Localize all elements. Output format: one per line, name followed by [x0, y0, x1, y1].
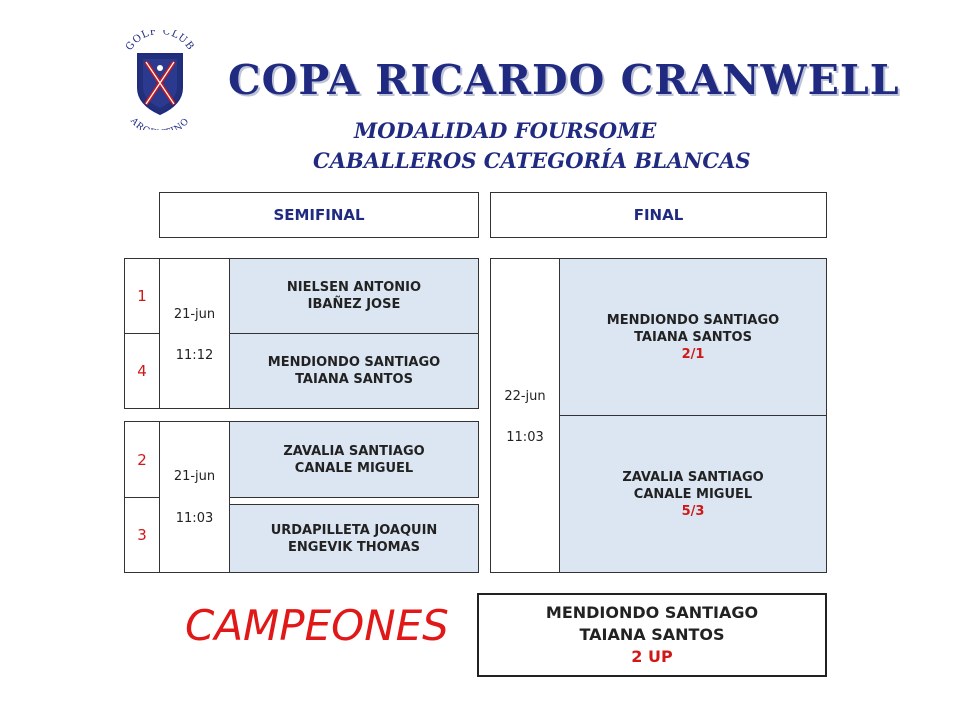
player-name: CANALE MIGUEL	[294, 460, 414, 476]
semifinal-1-team-b	[229, 333, 479, 409]
player-name: ZAVALIA SANTIAGO	[622, 469, 764, 485]
final-schedule	[490, 258, 560, 573]
svg-text:GOLF CLUB: GOLF CLUB	[123, 30, 197, 53]
champion-player: TAIANA SANTOS	[579, 625, 725, 644]
semifinal-2-team-a	[229, 421, 479, 498]
final-team-b-score: 5/3	[681, 503, 705, 519]
final-header: FINAL	[490, 192, 827, 238]
player-name: TAIANA SANTOS	[295, 372, 413, 387]
player-name: CANALE MIGUEL	[633, 486, 753, 502]
final-team-a-score: 2/1	[681, 346, 705, 362]
final-team-a	[559, 258, 827, 416]
final-date: 22-jun	[504, 389, 546, 404]
semifinal-1-team-a	[229, 258, 479, 334]
subtitle-categoria: CABALLEROS CATEGORÍA BLANCAS	[313, 148, 751, 173]
svg-text:ARGENTINO: AR NO	[128, 116, 192, 130]
semifinal-2-time: 11:03	[175, 511, 214, 526]
player-name: URDAPILLETA JOAQUIN	[270, 522, 438, 538]
player-name: ZAVALIA SANTIAGO	[283, 443, 425, 459]
player-name: TAIANA SANTOS	[634, 329, 752, 345]
seed-2: 2	[124, 421, 160, 498]
seed-4: 4	[124, 333, 160, 409]
subtitle-modalidad: MODALIDAD FOURSOME	[354, 118, 657, 143]
player-name: ENGEVIK THOMAS	[288, 539, 420, 555]
champions-score: 2 UP	[631, 647, 673, 666]
player-name: MENDIONDO SANTIAGO	[267, 355, 441, 370]
semifinal-1-time: 11:12	[175, 348, 214, 363]
champions-label: CAMPEONES	[185, 601, 449, 650]
champion-player: MENDIONDO SANTIAGO	[545, 603, 759, 622]
semifinal-header: SEMIFINAL	[159, 192, 479, 238]
semifinal-2-team-b	[229, 504, 479, 573]
semifinal-2-date: 21-jun	[173, 469, 216, 484]
club-crest-icon	[118, 30, 202, 130]
champions-box	[477, 593, 827, 677]
seed-3: 3	[124, 497, 160, 573]
player-name: MENDIONDO SANTIAGO	[606, 312, 780, 328]
final-team-b	[559, 415, 827, 573]
final-time: 11:03	[506, 430, 544, 445]
club-logo	[118, 30, 202, 130]
semifinal-1-schedule	[159, 258, 230, 409]
semifinal-2-schedule	[159, 421, 230, 573]
player-name: IBAÑEZ JOSE	[307, 297, 401, 312]
semifinal-1-date: 21-jun	[173, 307, 216, 322]
player-name: NIELSEN ANTONIO	[286, 280, 422, 295]
page-title: COPA RICARDO CRANWELL	[228, 56, 900, 104]
seed-1: 1	[124, 258, 160, 334]
